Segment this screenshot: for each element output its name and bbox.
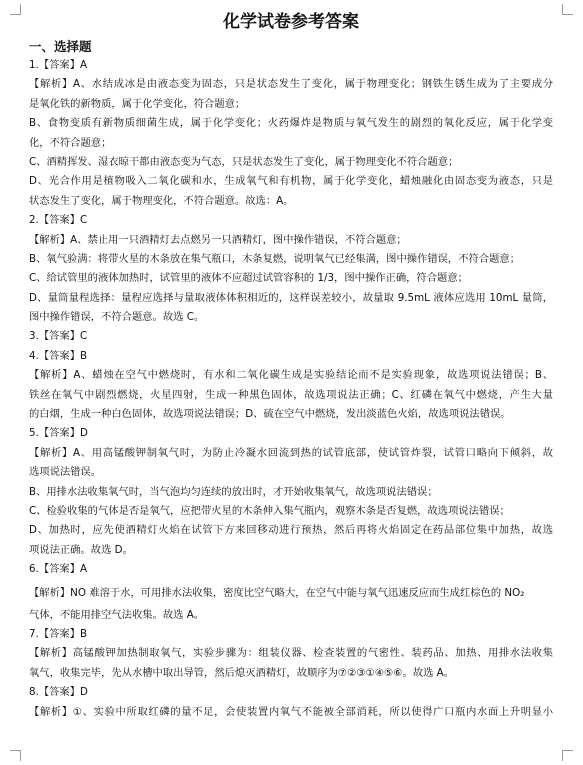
explanation-line: B、食物变质有新物质细菌生成，属于化学变化；火药爆炸是物质与氧气发生的剧烈的氧化反应，属于化学变 [29,117,553,130]
explanation-line: 【解析】NO 难溶于水，可用排水法收集，密度比空气略大，在空气中能与氧气迅速反应而生成红棕色的 NO₂ [29,586,525,599]
answer-line: 2.【答案】C [29,214,88,227]
explanation-line: 【解析】A、蜡烛在空气中燃烧时，有水和二氧化碳生成是实验结论而不是实验现象，故选项说法错误；B、 [29,369,553,382]
explanation-line: 是氧化铁的新物质，属于化学变化，符合题意； [29,97,246,110]
explanation-line: 状态发生了变化，属于物理变化，不符合题意。故选：A。 [29,194,294,207]
answer-line: 6.【答案】A [29,563,88,576]
explanation-line: 项说法正确。故选 D。 [29,543,133,556]
explanation-line: 【解析】①、实验中所取红磷的量不足，会使装置内氧气不能被全部消耗，所以使得广口瓶内水面上升明显小 [29,705,553,718]
explanation-line: 图中操作错误，不符合题意。故选 C。 [29,311,205,324]
answer-body [29,56,553,722]
explanation-line: 选项说法错误。 [29,466,102,479]
crop-mark-top-right [562,4,573,15]
crop-mark-bottom-right [562,750,573,761]
answer-line: 8.【答案】D [29,686,88,699]
explanation-line: 【解析】A、禁止用一只酒精灯去点燃另一只酒精灯，图中操作错误，不符合题意； [29,233,407,246]
explanation-line: D、量筒量程选择：量程应选择与量取液体体积相近的，这样误差较小，故量取 9.5mL 液体应选用 10mL 量筒， [29,291,553,304]
answer-line: 4.【答案】B [29,349,88,362]
explanation-line: C、检验收集的气体是否是氧气，应把带火星的木条伸入集气瓶内，观察木条是否复燃，故选项说法错误； [29,504,510,517]
explanation-line: B、氧气验满：将带火星的木条放在集气瓶口，木条复燃，说明氧气已经集满，图中操作错误，不符合题意； [29,252,521,265]
explanation-line: 气体，不能用排空气法收集。故选 A。 [29,608,205,621]
explanation-line: 氧气，收集完毕，先从水槽中取出导管，然后熄灭酒精灯，故顺序为⑦②③①④⑤⑥。故选 A。 [29,666,455,679]
explanation-line: B、用排水法收集氧气时，当气泡均匀连续的放出时，才开始收集氧气，故选项说法错误； [29,485,438,498]
explanation-line: C、给试管里的液体加热时，试管里的液体不应超过试管容积的 1/3，图中操作正确，符合题意； [29,272,468,285]
explanation-line: D、光合作用是植物吸入二氧化碳和水，生成氧气和有机物，属于化学变化，蜡烛融化由固态变为液态，只是 [29,175,553,188]
explanation-line: 【解析】A、用高锰酸钾制氧气时，为防止冷凝水回流到热的试管底部，使试管炸裂，试管口略向下倾斜，故 [29,446,553,459]
answer-line: 1.【答案】A [29,59,88,71]
crop-mark-bottom-left [10,750,21,761]
explanation-line: 【解析】高锰酸钾加热制取氧气，实验步骤为：组装仪器、检查装置的气密性、装药品、加热、用排水法收集 [29,647,553,660]
answer-line: 5.【答案】D [29,427,88,440]
crop-mark-top-left [10,4,21,15]
page-title: 化学试卷参考答案 [223,12,359,32]
answer-line: 3.【答案】C [29,330,88,343]
explanation-line: 的白烟，生成一种白色固体，故选项说法错误；D、硫在空气中燃烧，发出淡蓝色火焰，故选项说法错误。 [29,408,511,421]
section-heading: 一、选择题 [29,39,92,54]
explanation-line: 化，不符合题意； [29,136,112,149]
document-page [29,10,553,722]
answer-line: 7.【答案】B [29,627,88,640]
explanation-line: D、加热时，应先使酒精灯火焰在试管下方来回移动进行预热，然后再将火焰固定在药品部位集中加热，故选 [29,524,553,537]
explanation-line: C、酒精挥发、湿衣晾干都由液态变为气态，只是状态发生了变化，属于物理变化不符合题意； [29,155,459,168]
explanation-line: 【解析】A、水结成冰是由液态变为固态，只是状态发生了变化，属于物理变化；钢铁生锈生成为了主要成分 [29,78,553,91]
explanation-line: 铁丝在氧气中剧烈燃烧，火星四射，生成一种黑色固体，故选项说法正确；C、红磷在氧气中燃烧，产生大量 [29,388,553,401]
